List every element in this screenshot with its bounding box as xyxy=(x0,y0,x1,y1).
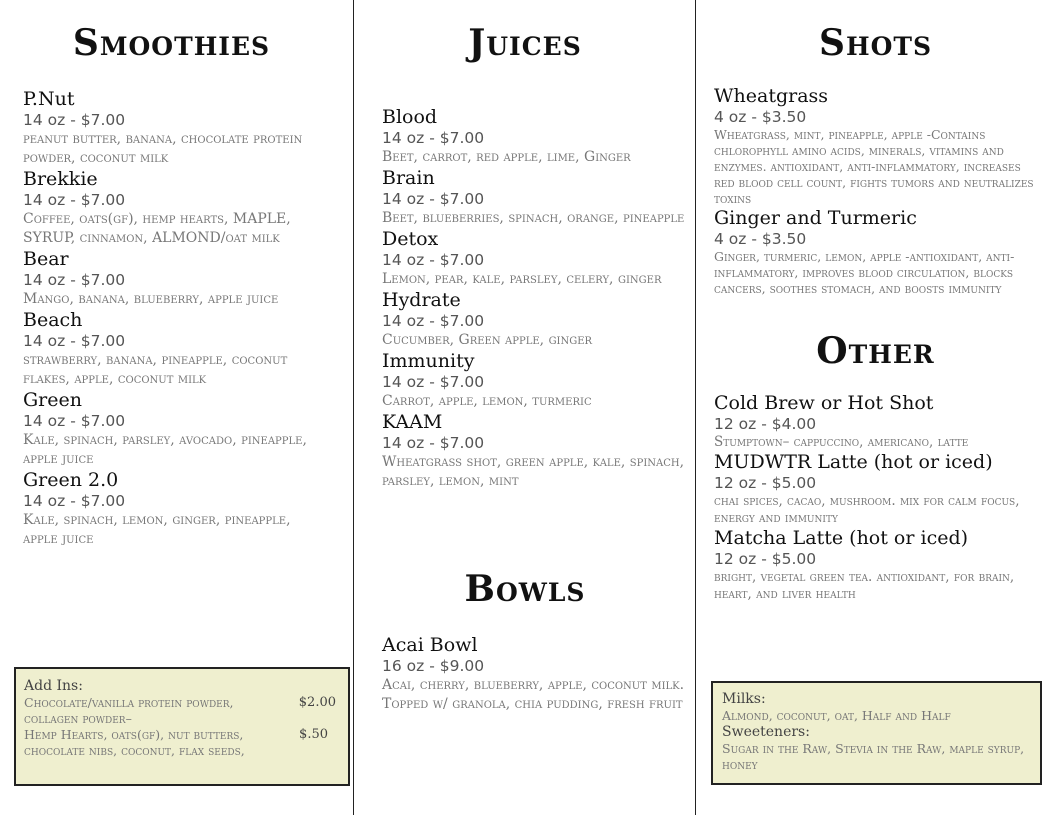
item-description: Ginger, turmeric, lemon, apple -antioxidant, anti-inflammatory, improves blood circulation, blocks cancers, soothes stomach, and boosts immunity xyxy=(714,249,1015,296)
item-price: 14 oz - $7.00 xyxy=(382,190,485,208)
item-description: Mango, banana, blueberry, apple juice xyxy=(23,291,279,307)
menu-item xyxy=(714,207,1039,297)
menu-item xyxy=(382,167,687,228)
item-price: 14 oz - $7.00 xyxy=(23,271,126,289)
item-name: Wheatgrass xyxy=(714,85,829,107)
addins-row-price: $2.00 xyxy=(298,695,336,710)
item-description: Stumptown– cappuccino, americano, latte xyxy=(714,434,969,450)
item-price: 14 oz - $7.00 xyxy=(382,434,485,452)
menu-item xyxy=(23,309,328,389)
menu-item xyxy=(23,88,328,168)
item-name: Cold Brew or Hot Shot xyxy=(714,392,934,414)
item-description: Wheatgrass, mint, pineapple, apple -Contains chlorophyll amino acids, minerals, vitamins and enzymes. antioxidant, anti-inflammatory, increases red blood cell count, fights tumors and neutralizes toxins xyxy=(714,127,1034,206)
menu-item xyxy=(382,289,687,350)
item-description: Coffee, oats(gf), hemp hearts, MAPLE, SYRUP, cinnamon, ALMOND/oat milk xyxy=(23,211,291,246)
menu-item xyxy=(23,168,328,248)
item-price: 14 oz - $7.00 xyxy=(382,129,485,147)
bowls-title: Bowls xyxy=(464,568,586,610)
smoothies-title: Smoothies xyxy=(72,22,271,64)
item-price: 14 oz - $7.00 xyxy=(23,111,126,129)
item-price: 4 oz - $3.50 xyxy=(714,108,807,126)
item-description: strawberry, banana, pineapple, coconut flakes, apple, coconut milk xyxy=(23,352,288,387)
milks-box xyxy=(711,681,1042,785)
item-description: Kale, spinach, lemon, ginger, pineapple, apple juice xyxy=(23,512,291,547)
column-divider-right xyxy=(695,0,696,815)
item-name: Acai Bowl xyxy=(382,634,478,656)
addins-label: Add Ins: xyxy=(24,678,83,694)
item-description: Cucumber, Green apple, ginger xyxy=(382,332,593,348)
item-price: 12 oz - $4.00 xyxy=(714,415,817,433)
item-price: 14 oz - $7.00 xyxy=(23,412,126,430)
item-name: P.Nut xyxy=(23,88,75,110)
menu-item xyxy=(382,350,687,411)
smoothies-column xyxy=(0,0,353,815)
item-name: Beach xyxy=(23,309,83,331)
item-price: 16 oz - $9.00 xyxy=(382,657,485,675)
other-title: Other xyxy=(816,330,935,372)
item-description: bright, vegetal green tea. antioxidant, for brain, heart, and liver health xyxy=(714,569,1015,602)
menu-item xyxy=(714,527,1042,603)
item-name: MUDWTR Latte (hot or iced) xyxy=(714,451,993,473)
menu-item xyxy=(382,634,687,714)
menu-item xyxy=(714,85,1039,207)
addins-row xyxy=(24,727,340,743)
menu-item xyxy=(23,248,328,309)
menu-item xyxy=(382,411,687,491)
shots-title: Shots xyxy=(818,22,933,64)
addins-row-price: $.50 xyxy=(299,727,328,742)
item-name: Immunity xyxy=(382,350,475,372)
sweeteners-options: Sugar in the Raw, Stevia in the Raw, maple syrup, honey xyxy=(722,741,1025,772)
item-name: Brekkie xyxy=(23,168,98,190)
item-name: Detox xyxy=(382,228,439,250)
shots-column xyxy=(697,0,1054,815)
item-price: 14 oz - $7.00 xyxy=(23,492,126,510)
item-description: Carrot, apple, lemon, turmeric xyxy=(382,393,592,409)
item-name: Matcha Latte (hot or iced) xyxy=(714,527,969,549)
item-description: Beet, blueberries, spinach, orange, pineapple xyxy=(382,210,685,226)
smoothies-list xyxy=(23,88,328,549)
item-description: Kale, spinach, parsley, avocado, pineapple, apple juice xyxy=(23,432,307,467)
item-name: Hydrate xyxy=(382,289,461,311)
item-name: KAAM xyxy=(382,411,443,433)
menu-item xyxy=(714,392,1042,451)
item-name: Green xyxy=(23,389,82,411)
menu-item xyxy=(382,106,687,167)
sweeteners-label: Sweeteners: xyxy=(722,724,810,740)
addins-row-text: Hemp Hearts, oats(gf), nut butters, xyxy=(24,727,244,742)
item-name: Green 2.0 xyxy=(23,469,119,491)
menu-item xyxy=(382,228,687,289)
item-description: Acai, cherry, blueberry, apple, coconut milk. Topped w/ granola, chia pudding, fresh fruit xyxy=(382,677,685,712)
item-price: 14 oz - $7.00 xyxy=(382,251,485,269)
juices-column xyxy=(355,0,695,815)
item-price: 12 oz - $5.00 xyxy=(714,474,817,492)
item-description: chai spices, cacao, mushroom. mix for calm focus, energy and immunity xyxy=(714,493,1020,526)
item-price: 14 oz - $7.00 xyxy=(23,332,126,350)
menu-item xyxy=(23,469,328,549)
shots-list xyxy=(714,85,1039,297)
addins-row-text: chocolate nibs, coconut, flax seeds, xyxy=(24,743,245,758)
item-price: 14 oz - $7.00 xyxy=(382,373,485,391)
item-price: 4 oz - $3.50 xyxy=(714,230,807,248)
item-price: 14 oz - $7.00 xyxy=(23,191,126,209)
juices-title: Juices xyxy=(468,22,582,64)
item-description: Beet, carrot, red apple, lime, Ginger xyxy=(382,149,631,165)
item-description: Wheatgrass shot, green apple, kale, spinach, parsley, lemon, mint xyxy=(382,454,685,489)
bowls-list xyxy=(382,634,687,714)
addins-box xyxy=(14,667,350,786)
addins-row-text: Chocolate/vanilla protein powder, xyxy=(24,695,234,710)
addins-row-text: collagen powder– xyxy=(24,711,132,726)
milks-label: Milks: xyxy=(722,691,766,707)
item-price: 12 oz - $5.00 xyxy=(714,550,817,568)
other-list xyxy=(714,392,1042,603)
item-name: Brain xyxy=(382,167,435,189)
item-description: Lemon, pear, kale, parsley, celery, ginger xyxy=(382,271,662,287)
juices-list xyxy=(382,106,687,491)
item-name: Blood xyxy=(382,106,438,128)
addins-row xyxy=(24,695,340,711)
item-description: peanut butter, banana, chocolate protein powder, coconut milk xyxy=(23,131,303,166)
item-name: Bear xyxy=(23,248,69,270)
menu-item xyxy=(714,451,1042,527)
milks-options: Almond, coconut, oat, Half and Half xyxy=(722,708,951,723)
item-price: 14 oz - $7.00 xyxy=(382,312,485,330)
column-divider-left xyxy=(353,0,354,815)
menu-item xyxy=(23,389,328,469)
item-name: Ginger and Turmeric xyxy=(714,207,917,229)
